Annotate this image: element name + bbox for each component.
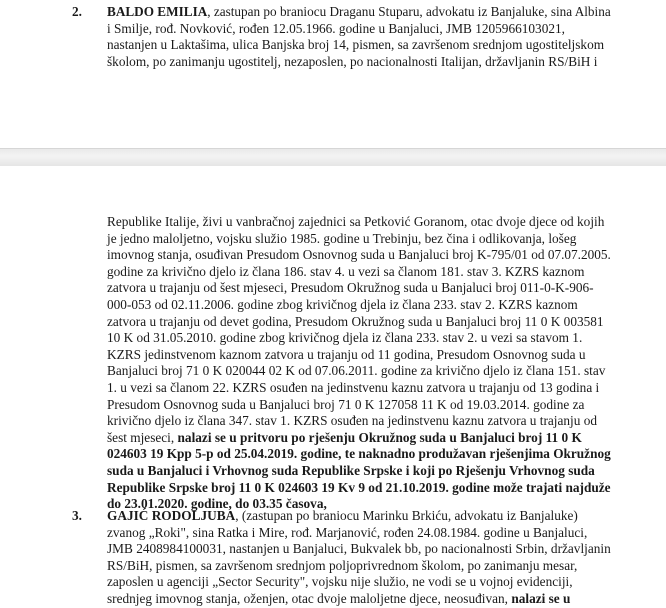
detention-line: do 23.01.2020. godine, do 03.35 časova,	[107, 496, 327, 512]
paragraph-line: i Smilje, rođ. Novković, rođen 12.05.1966. godine u Banjaluci, JMB 1205966103021,	[107, 20, 565, 36]
paragraph-line: BALDO EMILIA, zastupan po braniocu Draganu Stuparu, advokatu iz Banjaluke, sina Albina	[107, 4, 611, 19]
paragraph-line: 000-053 od 02.11.2006. godine zbog krivičnog djela iz člana 233. stav 2. KZRS kaznom	[107, 296, 578, 312]
defendant-paragraph-top	[107, 4, 611, 70]
item-number: 2.	[72, 4, 82, 19]
page-break	[0, 148, 666, 168]
paragraph-line: šest mjeseci, nalazi se u pritvoru po rješenju Okružnog suda u Banjaluci broj 11 0 K	[107, 429, 582, 445]
detention-text: nalazi se u	[511, 590, 571, 606]
defendant-name: BALDO EMILIA	[107, 4, 208, 19]
paragraph-line: srednjeg imovnog stanja, oženjen, otac dvoje maloljetne djece, neosuđivan, nalazi se u	[107, 590, 571, 606]
defendant-paragraph-continued	[107, 214, 611, 513]
paragraph-line: Presudom Osnovnog suda u Banjaluci broj 71 0 K 127058 11 K od 19.03.2014. godine za	[107, 396, 585, 412]
detention-line: suda u Banjaluci i Vrhovnog suda Republike Srpske i koji po Rješenju Vrhovnog suda	[107, 462, 595, 478]
paragraph-line: imovnog stanja, osuđivan Presudom Osnovnog suda u Banjaluci broj K-795/01 od 07.07.2005.	[107, 247, 611, 263]
paragraph-line: godine za krivično djelo iz člana 186. stav 4. u vezi sa članom 181. stav 3. KZRS kaznom	[107, 263, 585, 279]
paragraph-line: zvanog „Roki", sina Ratka i Mire, rođ. Marjanović, rođen 24.08.1984. godine u Banjaluci,	[107, 524, 588, 540]
paragraph-line: 1. u vezi sa članom 22. KZRS osuđen na jedinstvenu kaznu zatvora u trajanju od 13 godina i	[107, 379, 600, 395]
paragraph-line: 10 K od 31.05.2010. godine zbog krivičnog djela iz člana 233. stav 2. u vezi sa stavom 1.	[107, 330, 583, 346]
paragraph-line: GAJIĆ RODOLJUBA, (zastupan po braniocu Marinku Brkiću, advokatu iz Banjaluke)	[107, 508, 578, 523]
paragraph-line: zaposlen u agenciji „Sector Security", vojsku nije služio, ne vodi se u vojnoj evidenciji,	[107, 574, 573, 590]
paragraph-line: Banjaluci broj 71 0 K 020044 02 K od 07.06.2011. godine za krivično djelo iz člana 151. stav	[107, 363, 606, 379]
detention-line: 024603 19 Kpp 5-p od 25.04.2019. godine, te naknadno produžavan rješenjima Okružnog	[107, 446, 611, 462]
paragraph-line: zatvora u trajanju od šest mjeseci, Presudom Okružnog suda u Banjaluci broj 011-0-K-906-	[107, 280, 594, 296]
defendant-paragraph	[107, 508, 611, 608]
detention-line: Republike Srpske broj 11 0 K 024603 19 Kv 9 od 21.10.2019. godine može trajati najduže	[107, 479, 611, 495]
paragraph-line: je jedno maloljetno, vojsku služio 1985. godine u Trebinju, bez čina i odlikovanja, lošeg	[107, 230, 577, 246]
paragraph-line: KZRS jedinstvenom kaznom zatvora u trajanju od 11 godina, Presudom Osnovnog suda u	[107, 346, 586, 362]
paragraph-line: RS/BiH, pismen, sa završenom srednjom poljoprivrednom školom, po zanimanju mesar,	[107, 557, 578, 573]
defendant-name: GAJIĆ RODOLJUBA	[107, 508, 236, 523]
paragraph-line: JMB 2408984100031, nastanjen u Banjaluci, Bukvalek bb, po nacionalnosti Srbin, državljanin	[107, 541, 611, 557]
paragraph-line: školom, po zanimanju ugostitelj, nezaposlen, po nacionalnosti Italijan, državljanin RS/BiH i	[107, 53, 598, 69]
paragraph-line: Republike Italije, živi u vanbračnoj zajednici sa Petković Goranom, otac dvoje djece od kojih	[107, 214, 605, 229]
detention-text: nalazi se u pritvoru po rješenju Okružnog suda u Banjaluci broj 11 0 K	[177, 429, 582, 445]
paragraph-line: krivično djelo iz člana 347. stav 1. KZRS osuđen na jedinstvenu kaznu zatvora u trajanju od	[107, 413, 598, 429]
paragraph-line: zatvora u trajanju od devet godina, Presudom Okružnog suda u Banjaluci broj 11 0 K 003581	[107, 313, 604, 329]
item-number: 3.	[72, 508, 82, 523]
paragraph-line: nastanjen u Laktašima, ulica Banjska broj 14, pismen, sa završenom srednjom ugostiteljskom	[107, 37, 605, 53]
